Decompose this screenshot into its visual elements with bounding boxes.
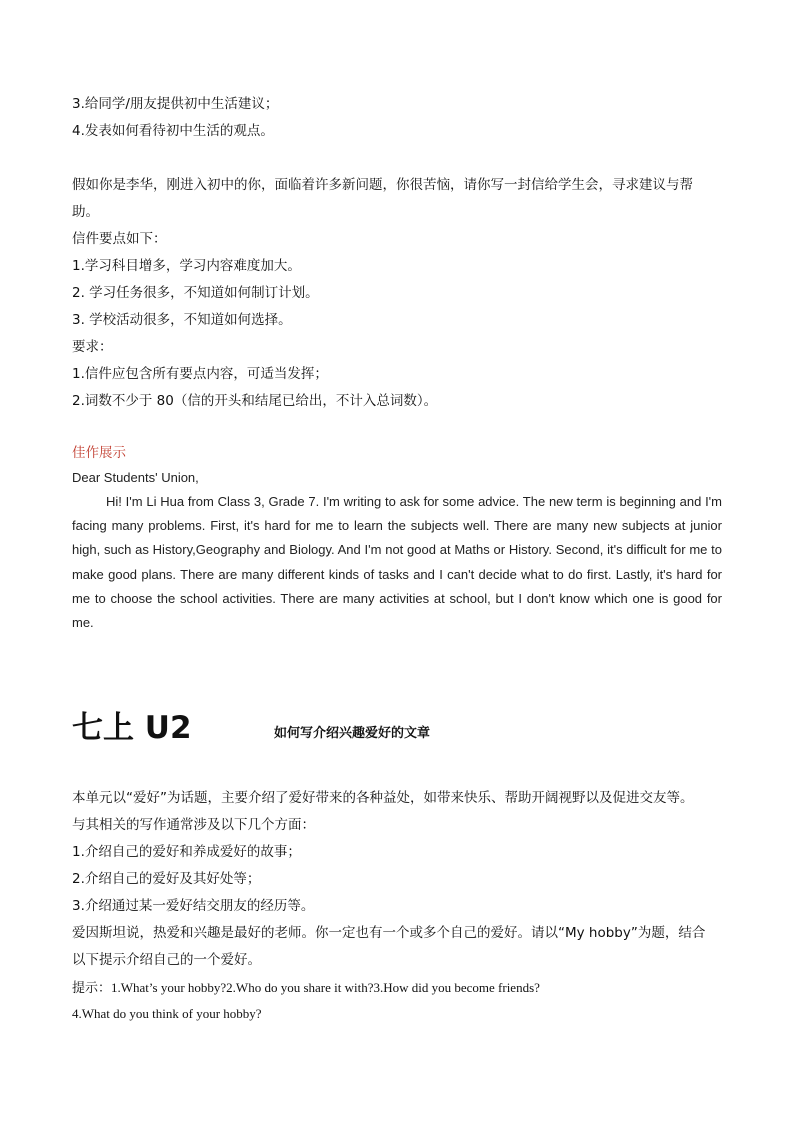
letter-body <box>72 490 722 635</box>
points-heading: 信件要点如下： <box>72 231 167 247</box>
prompt-text: 助。 <box>72 204 99 220</box>
requirements-heading: 要求： <box>72 339 113 355</box>
list-item: 1.学习科目增多，学习内容难度加大。 <box>72 258 301 274</box>
list-item: 2.词数不少于 80（信的开头和结尾已给出，不计入总词数）。 <box>72 393 438 409</box>
prompt-text: 假如你是李华，刚进入初中的你，面临着许多新问题，你很苦恼，请你写一封信给学生会，寻求建议与帮 <box>72 177 693 193</box>
letter-salutation: Dear Students' Union, <box>72 470 199 485</box>
list-item: 3.介绍通过某一爱好结交朋友的经历等。 <box>72 898 315 914</box>
sample-heading: 佳作展示 <box>72 445 126 461</box>
task-text: 以下提示介绍自己的一个爱好。 <box>72 952 261 968</box>
list-item: 2.介绍自己的爱好及其好处等； <box>72 871 261 887</box>
hints-text: 4.What do you think of your hobby? <box>72 1006 262 1021</box>
intro-text: 与其相关的写作通常涉及以下几个方面： <box>72 817 315 833</box>
intro-text: 本单元以“爱好”为话题，主要介绍了爱好带来的各种益处，如带来快乐、帮助开阔视野以及促进交友等。 <box>72 790 694 806</box>
list-item: 1.信件应包含所有要点内容，可适当发挥； <box>72 366 328 382</box>
unit-title: 七上 U2 <box>72 710 192 746</box>
list-item: 3.给同学/朋友提供初中生活建议； <box>72 96 279 112</box>
list-item: 4.发表如何看待初中生活的观点。 <box>72 123 274 139</box>
hints-text: 提示：1.What’s your hobby?2.Who do you share it with?3.How did you become friends? <box>72 980 540 995</box>
letter-body-text: Hi! I'm Li Hua from Class 3, Grade 7. I'm writing to ask for some advice. The new term is beginning and I'm facing many problems. First, it's hard for me to learn the subjects well. There are many new subjects at junior high, such as History,Geography and Biology. And I'm not good at Maths or History. Second, it's difficult for me to make good plans. There are many different kinds of tasks and I can't decide what to do first. Lastly, it's hard for me to choose the school activities. There are many activities at school, but I don't know which one is good for me. <box>72 494 722 631</box>
list-item: 3. 学校活动很多，不知道如何选择。 <box>72 312 292 328</box>
unit-subtitle: 如何写介绍兴趣爱好的文章 <box>274 726 431 741</box>
list-item: 2. 学习任务很多，不知道如何制订计划。 <box>72 285 319 301</box>
list-item: 1.介绍自己的爱好和养成爱好的故事； <box>72 844 301 860</box>
task-text: 爱因斯坦说，热爱和兴趣是最好的老师。你一定也有一个或多个自己的爱好。请以“My hobby”为题，结合 <box>72 925 706 941</box>
